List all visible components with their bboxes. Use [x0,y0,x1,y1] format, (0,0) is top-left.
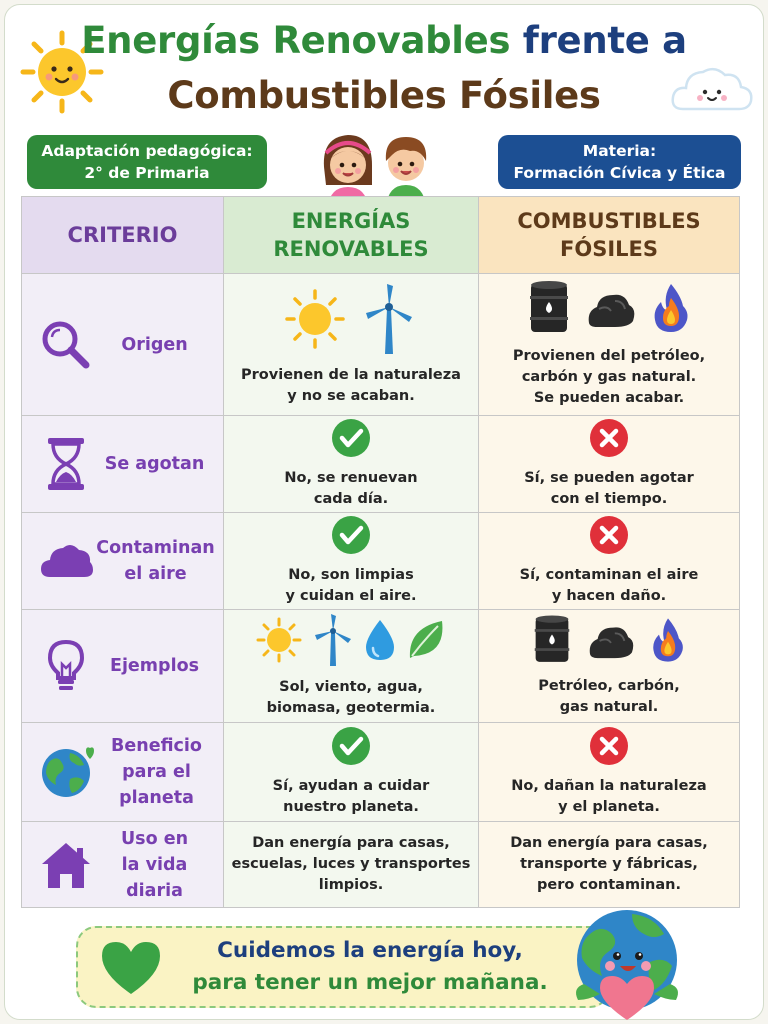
renewable-cell [224,610,479,723]
page-title-line-2: Combustibles Fósiles [167,74,601,117]
text-line: escuelas, luces y transportes [231,856,471,872]
coal-icon [586,620,636,660]
text-line: Sí, se pueden agotar [524,470,694,486]
fossil-cell [479,513,740,610]
text-line: Provienen del petróleo, [512,348,706,364]
renewable-cell [224,416,479,513]
header-renovables-line-1: ENERGÍAS [291,209,411,233]
criterion-label-line-2: el aire [124,564,187,584]
fossil-cell [479,723,740,822]
gas-flame-icon [651,282,691,334]
header-fosiles-line-1: COMBUSTIBLES [517,209,701,233]
renewable-cell [224,723,479,822]
lightbulb-icon [40,638,92,694]
hourglass-icon [40,436,92,492]
fossil-cell [479,416,740,513]
criterion-label [96,733,223,811]
water-drop-icon [364,618,396,662]
renewable-cell [224,513,479,610]
header-renovables-line-2: RENOVABLES [273,237,429,261]
criterion-label-line-1: Contaminan [96,538,215,558]
green-heart-icon [98,938,164,996]
criterion-cell [22,822,224,908]
text-line: gas natural. [559,699,659,715]
renewable-text [224,468,478,510]
text-line: Dan energía para casas, [510,835,708,851]
grade-badge [27,135,267,189]
text-line: No, dañan la naturaleza [511,778,707,794]
fossil-text [479,676,739,718]
text-line: pero contaminan. [537,877,681,893]
text-line: y hacen daño. [551,588,667,604]
criterion-label-line-1: Uso en [120,828,189,849]
title-versus: frente a [510,19,687,62]
criterion-cell [22,723,224,822]
renewable-cell [224,274,479,416]
subject-badge-line-1: Materia: [582,142,657,160]
text-line: y cuidan el aire. [285,588,417,604]
gas-flame-icon [650,616,686,664]
renewable-text [224,365,478,407]
table-row [22,513,740,610]
subject-badge-line-2: Formación Cívica y Ética [513,164,726,182]
header-fosiles [479,197,740,274]
comparison-table [21,196,740,908]
criterion-label-line-1: Se agotan [104,454,205,474]
earth-heart-icon [40,745,96,799]
criterion-label [94,535,223,587]
text-line: con el tiempo. [550,491,668,507]
fossil-cell [479,610,740,723]
oil-barrel-icon [532,614,572,666]
criterion-cell [22,610,224,723]
children-illustration [314,123,442,207]
coal-icon [585,287,637,329]
cross-icon [589,726,629,766]
text-line: Sí, contaminan el aire [519,567,699,583]
fossil-text [479,468,739,510]
fossil-cell [479,822,740,908]
criterion-label [92,332,223,358]
wind-turbine-icon [312,613,354,667]
check-icon [331,418,371,458]
sun-icon [284,288,346,350]
wind-turbine-icon [360,283,418,355]
text-line: y el planeta. [558,799,660,815]
fossil-cell [479,274,740,416]
page-title-line-1 [5,19,763,62]
grade-badge-line-2: 2° de Primaria [84,164,210,182]
text-line: biomasa, geotermia. [266,700,436,716]
criterion-label [92,653,223,679]
text-line: nuestro planeta. [283,799,419,815]
title-renewables: Energías Renovables [81,19,511,62]
text-line: y no se acaban. [287,387,415,404]
criterion-label-line-2: la vida diaria [121,854,188,901]
renewable-text [224,833,478,896]
criterion-label-line-2: para el planeta [119,762,194,808]
check-icon [331,515,371,555]
text-line: No, son limpias [288,567,414,583]
oil-barrel-icon [527,280,571,336]
text-line: Sol, viento, agua, [279,679,423,695]
renewable-text [224,776,478,818]
table-row [22,723,740,822]
leaf-icon [406,618,446,662]
renewable-text [224,565,478,607]
criterion-label-line-1: Beneficio [111,736,202,756]
text-line: Sí, ayudan a cuidar [272,778,430,794]
footer-line-1: Cuidemos la energía hoy, [217,938,523,963]
magnifier-icon [40,319,92,371]
text-line: limpios. [318,877,384,893]
fossil-text [479,346,739,409]
table-header-row [22,197,740,274]
table-row [22,610,740,723]
subject-badge [498,135,741,189]
text-line: No, se renuevan [284,470,418,486]
table-row [22,416,740,513]
cross-icon [589,418,629,458]
criterion-label [92,451,223,477]
header-criterio: CRITERIO [22,197,224,274]
criterion-cell [22,513,224,610]
smiling-earth-icon [562,904,692,1022]
criterion-cell [22,416,224,513]
text-line: Provienen de la naturaleza [241,366,461,383]
criterion-label-line-1: Ejemplos [109,656,200,676]
sun-icon [256,617,302,663]
house-icon [40,840,92,890]
text-line: transporte y fábricas, [520,856,698,872]
text-line: Petróleo, carbón, [538,678,680,694]
grade-badge-line-1: Adaptación pedagógica: [41,142,253,160]
criterion-label-line-1: Origen [121,334,188,355]
renewable-text [224,677,478,719]
fossil-text [479,833,739,896]
text-line: carbón y gas natural. [521,369,697,385]
table-row [22,822,740,908]
criterion-cell [22,274,224,416]
criterion-label [92,826,223,904]
fossil-text [479,565,739,607]
footer-line-2: para tener un mejor mañana. [192,970,548,995]
renewable-cell [224,822,479,908]
footer-message [190,935,550,999]
cloud-icon [40,541,94,581]
text-line: Se pueden acabar. [533,390,685,406]
text-line: Dan energía para casas, [252,835,450,851]
check-icon [331,726,371,766]
header-fosiles-line-2: FÓSILES [560,237,658,261]
header-renovables [224,197,479,274]
cross-icon [589,515,629,555]
text-line: cada día. [313,491,389,507]
fossil-text [479,776,739,818]
table-row [22,274,740,416]
